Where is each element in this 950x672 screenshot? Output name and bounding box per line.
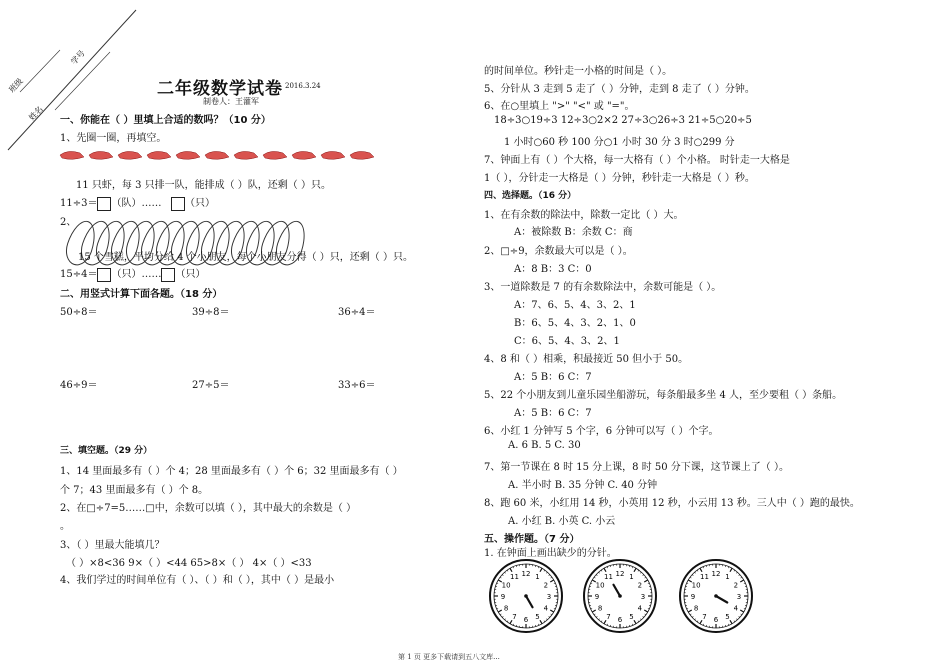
s4-q1-options: A：被除数 B：余数 C：商 — [514, 227, 633, 238]
clock-tick — [730, 620, 732, 623]
s1-q1-text: 11 只虾，每 3 只排一队，能排成（ ）队，还剩（ ）只。 — [76, 180, 331, 191]
clock-tick — [551, 614, 552, 615]
clock-tick — [507, 570, 508, 571]
shrimp-icon — [176, 151, 200, 159]
clock-tick — [692, 616, 693, 617]
clock-number: 2 — [543, 581, 549, 590]
s1-q2-eq-mid: （只）…… — [111, 269, 162, 280]
shrimp-icons — [58, 147, 378, 163]
clock-tick — [599, 619, 600, 620]
clock-tick — [736, 572, 737, 573]
clock-tick — [502, 575, 503, 576]
clock-face-1[interactable] — [488, 558, 564, 634]
clock-number: 4 — [637, 604, 643, 613]
clock-tick — [690, 614, 691, 615]
clock-number: 12 — [521, 570, 531, 578]
clock-number: 3 — [640, 593, 646, 601]
clock-tick — [697, 570, 698, 571]
clock-number: 10 — [501, 581, 511, 590]
clock-tick — [643, 616, 644, 617]
clock-tick — [546, 572, 547, 573]
clock-tick — [544, 570, 545, 571]
clock-tick — [730, 568, 732, 571]
clock-number: 6 — [523, 616, 529, 624]
s1-q1-eq-suffix: （只） — [185, 198, 216, 209]
clock-number: 6 — [617, 616, 623, 624]
shrimp-icon — [89, 151, 113, 159]
s4-q2: 2、□÷9，余数最大可以是（ ）。 — [484, 246, 633, 257]
clock-face-3[interactable] — [678, 558, 754, 634]
clock-tick — [551, 577, 552, 578]
clock-number: 3 — [546, 593, 552, 601]
clock-tick — [695, 572, 696, 573]
s1-q1-intro: 1、先圈一圈，再填空。 — [60, 133, 167, 144]
s4-q5: 5、22 个小朋友到儿童乐园坐船游玩，每条船最多坐 4 人，至少要租（ ）条船。 — [484, 390, 843, 401]
shrimp-row — [58, 147, 378, 166]
clock-tick — [638, 570, 639, 571]
clock-tick — [734, 570, 735, 571]
shrimp-icon — [350, 151, 374, 159]
clock-tick — [640, 619, 641, 620]
clock-number: 1 — [725, 573, 730, 582]
clock-tick — [740, 580, 743, 582]
clock-number: 12 — [711, 570, 721, 578]
clock-tick — [695, 619, 696, 620]
s3-q7-line2: 1（ ），分针走一大格是（ ）分钟，秒针走一大格是（ ）秒。 — [484, 173, 755, 184]
s1-q2-equation — [60, 265, 205, 282]
clock-tick — [596, 616, 597, 617]
clock-tick — [546, 619, 547, 620]
clock-number: 8 — [503, 604, 509, 613]
s4-q2-options: A：8 B：3 C：0 — [514, 264, 592, 275]
calc-problem: 27÷5＝ — [192, 380, 230, 391]
clock-number: 10 — [595, 581, 605, 590]
clock-tick — [741, 614, 742, 615]
clock-tick — [739, 575, 740, 576]
s1-q2-text: 15 个雪糕，平均分给 4 个小朋友，每个小朋友分得（ ）只，还剩（ ）只。 — [78, 252, 413, 263]
clock-number: 5 — [535, 612, 540, 621]
clock-tick — [645, 577, 646, 578]
clock-tick — [507, 621, 508, 622]
clock-tick — [505, 619, 506, 620]
s3-q1-line2: 个 7；43 里面最多有（ ）个 8。 — [60, 485, 209, 496]
clock-tick — [540, 620, 542, 623]
clock-face-2[interactable] — [582, 558, 658, 634]
clock-center — [524, 594, 528, 598]
calc-problem: 39÷8＝ — [192, 307, 230, 318]
clock-center — [714, 594, 718, 598]
clock-tick — [697, 621, 698, 622]
s4-q1: 1、在有余数的除法中，除数一定比（ ）大。 — [484, 210, 684, 221]
s4-q4-options: A：5 B：6 C：7 — [514, 372, 592, 383]
s4-q3: 3、一道除数是 7 的有余数除法中，余数可能是（ ）。 — [484, 282, 722, 293]
clock-tick — [634, 568, 636, 571]
shrimp-icon — [234, 151, 258, 159]
s1-q1-eq-mid: （队）…… — [111, 198, 162, 209]
s1-q2-eq-suffix: （只） — [175, 269, 206, 280]
clock-number: 9 — [690, 593, 696, 601]
clock-center — [618, 594, 622, 598]
clock-number: 8 — [693, 604, 699, 613]
clock-tick — [640, 572, 641, 573]
clock-number: 7 — [512, 612, 517, 621]
clock-tick — [644, 610, 647, 612]
clock-tick — [688, 610, 691, 612]
clock-tick — [505, 572, 506, 573]
answer-box[interactable] — [161, 268, 175, 282]
clock-number: 2 — [637, 581, 643, 590]
clock-number: 2 — [733, 581, 739, 590]
clock-number: 1 — [535, 573, 540, 582]
s3-q5: 5、分针从 3 走到 5 走了（ ）分钟，走到 8 走了（ ）分钟。 — [484, 84, 755, 95]
shrimp-icon — [118, 151, 142, 159]
clock-tick — [604, 568, 606, 571]
clock-tick — [544, 621, 545, 622]
section3-heading: 三、填空题。（29 分） — [60, 446, 153, 456]
clock-tick — [601, 621, 602, 622]
number-label: 学号 — [69, 48, 87, 67]
clock-tick — [692, 575, 693, 576]
clock-tick — [550, 580, 553, 582]
shrimp-icon — [147, 151, 171, 159]
s1-q2-eq-prefix: 15÷4＝ — [60, 269, 98, 280]
clock-tick — [643, 575, 644, 576]
clock-tick — [594, 614, 595, 615]
shrimp-icon — [263, 151, 287, 159]
clock-tick — [500, 577, 501, 578]
clock-number: 7 — [702, 612, 707, 621]
s4-q4: 4、8 和（ ）相乘，积最接近 50 但小于 50。 — [484, 354, 689, 365]
hour-hand — [526, 596, 533, 607]
clock-number: 11 — [510, 573, 519, 582]
s3-q3-line2: （ ）×8<36 9×（ ）<44 65>8×（ ） 4×（ ）<33 — [66, 558, 312, 569]
clock-tick — [739, 616, 740, 617]
hour-hand — [716, 596, 727, 603]
calc-problem: 50÷8＝ — [60, 307, 98, 318]
clock-number: 4 — [543, 604, 549, 613]
clock-number: 12 — [615, 570, 625, 578]
clock-number: 7 — [606, 612, 611, 621]
clock-tick — [549, 575, 550, 576]
s3-q6: 6、在○里填上 ">" "<" 或 "="。 — [484, 101, 635, 112]
s3-q6-row1: 18÷3○19÷3 12÷3○2×2 27÷3○26÷3 21÷5○20÷5 — [494, 115, 752, 126]
shrimp-icon — [205, 151, 229, 159]
clock-number: 1 — [629, 573, 634, 582]
s1-q1-equation — [60, 194, 215, 211]
clock-tick — [594, 577, 595, 578]
clock-number: 10 — [691, 581, 701, 590]
s1-q1-eq-prefix: 11÷3＝ — [60, 198, 98, 209]
s3-q6-row2: 1 小时○60 秒 100 分○1 小时 30 分 3 时○299 分 — [504, 137, 735, 148]
hour-hand — [614, 585, 621, 596]
shrimp-icon — [292, 151, 316, 159]
section5-heading: 五、操作题。（7 分） — [484, 534, 580, 545]
s1-q2-number: 2、 — [60, 217, 77, 228]
s5-q1: 1. 在钟面上画出缺少的分针。 — [484, 548, 617, 559]
clock-tick — [634, 620, 636, 623]
clock-number: 4 — [733, 604, 739, 613]
clock-number: 3 — [736, 593, 742, 601]
clock-tick — [510, 568, 512, 571]
s4-q7: 7、第一节课在 8 时 15 分上课，8 时 50 分下课，这节课上了（ ）。 — [484, 462, 789, 473]
clock-tick — [549, 616, 550, 617]
section4-heading: 四、选择题。（16 分） — [484, 191, 577, 201]
clock-tick — [736, 619, 737, 620]
s3-q7-line1: 7、钟面上有（ ）个大格，每一大格有（ ）个小格。 时针走一大格是 — [484, 155, 790, 166]
answer-box[interactable] — [97, 197, 111, 211]
clock-tick — [596, 575, 597, 576]
clock-tick — [700, 568, 702, 571]
class-label: 班级 — [7, 76, 25, 95]
clock-number: 5 — [725, 612, 730, 621]
answer-box[interactable] — [97, 268, 111, 282]
s4-q5-options: A：5 B：6 C：7 — [514, 408, 592, 419]
s4-q7-options: A. 半小时 B. 35 分钟 C. 40 分钟 — [508, 480, 658, 491]
section2-heading: 二、用竖式计算下面各题。（18 分） — [60, 289, 223, 300]
clock-tick — [502, 616, 503, 617]
clock-tick — [741, 577, 742, 578]
clock-number: 9 — [500, 593, 506, 601]
clock-tick — [644, 580, 647, 582]
s4-q6: 6、小红 1 分钟写 5 个字，6 分钟可以写（ ）个字。 — [484, 426, 719, 437]
s4-q6-options: A. 6 B. 5 C. 30 — [508, 440, 581, 451]
calc-problem: 36÷4＝ — [338, 307, 376, 318]
clock-tick — [592, 610, 595, 612]
shrimp-icon — [321, 151, 345, 159]
clock-tick — [645, 614, 646, 615]
clock-tick — [500, 614, 501, 615]
s4-q8: 8、跑 60 米，小红用 14 秒，小英用 12 秒，小云用 13 秒。三人中（ ）跑的最快。 — [484, 498, 860, 509]
answer-box[interactable] — [171, 197, 185, 211]
clock-tick — [498, 610, 501, 612]
clock-number: 11 — [700, 573, 709, 582]
clock-tick — [690, 577, 691, 578]
s4-q3-option-b: B：6、5、4、3、2、1、0 — [514, 318, 636, 329]
clock-tick — [540, 568, 542, 571]
clock-number: 9 — [594, 593, 600, 601]
section1-heading: 一、你能在（ ）里填上合适的数吗？（10 分） — [60, 115, 271, 126]
calc-problem: 33÷6＝ — [338, 380, 376, 391]
s3-q4-line1: 4、我们学过的时间单位有（ ）、（ ）和（ ），其中（ ）是最小 — [60, 575, 335, 586]
exam-date: 2016.3.24 — [285, 82, 321, 90]
clock-tick — [550, 610, 553, 612]
s4-q3-option-a: A：7、6、5、4、3、2、1 — [514, 300, 636, 311]
clock-number: 6 — [713, 616, 719, 624]
page-footer: 第 1 页 更多下载请到五八文库... — [398, 653, 500, 661]
s3-q2-line2: 。 — [60, 521, 70, 532]
calc-problem: 46÷9＝ — [60, 380, 98, 391]
clock-number: 8 — [597, 604, 603, 613]
s3-q1-line1: 1、14 里面最多有（ ）个 4；28 里面最多有（ ）个 6；32 里面最多有（ ） — [60, 466, 403, 477]
s3-q3-line1: 3、（ ）里最大能填几？ — [60, 540, 165, 551]
clock-tick — [599, 572, 600, 573]
clock-tick — [734, 621, 735, 622]
s4-q8-options: A. 小红 B. 小英 C. 小云 — [508, 516, 616, 527]
clock-tick — [740, 610, 743, 612]
clock-number: 11 — [604, 573, 613, 582]
s3-q4-line2: 的时间单位。秒针走一小格的时间是（ ）。 — [484, 66, 673, 77]
shrimp-icon — [60, 151, 84, 159]
clock-tick — [601, 570, 602, 571]
page-title: 二年级数学试卷 — [157, 79, 283, 99]
author: 制卷人：王灌军 — [203, 97, 259, 106]
s4-q3-option-c: C：6、5、4、3、2、1 — [514, 336, 620, 347]
name-label: 姓名 — [27, 104, 45, 123]
clock-tick — [638, 621, 639, 622]
clock-number: 5 — [629, 612, 634, 621]
s3-q2-line1: 2、在□÷7=5……□中，余数可以填（ ），其中最大的余数是（ ） — [60, 503, 357, 514]
